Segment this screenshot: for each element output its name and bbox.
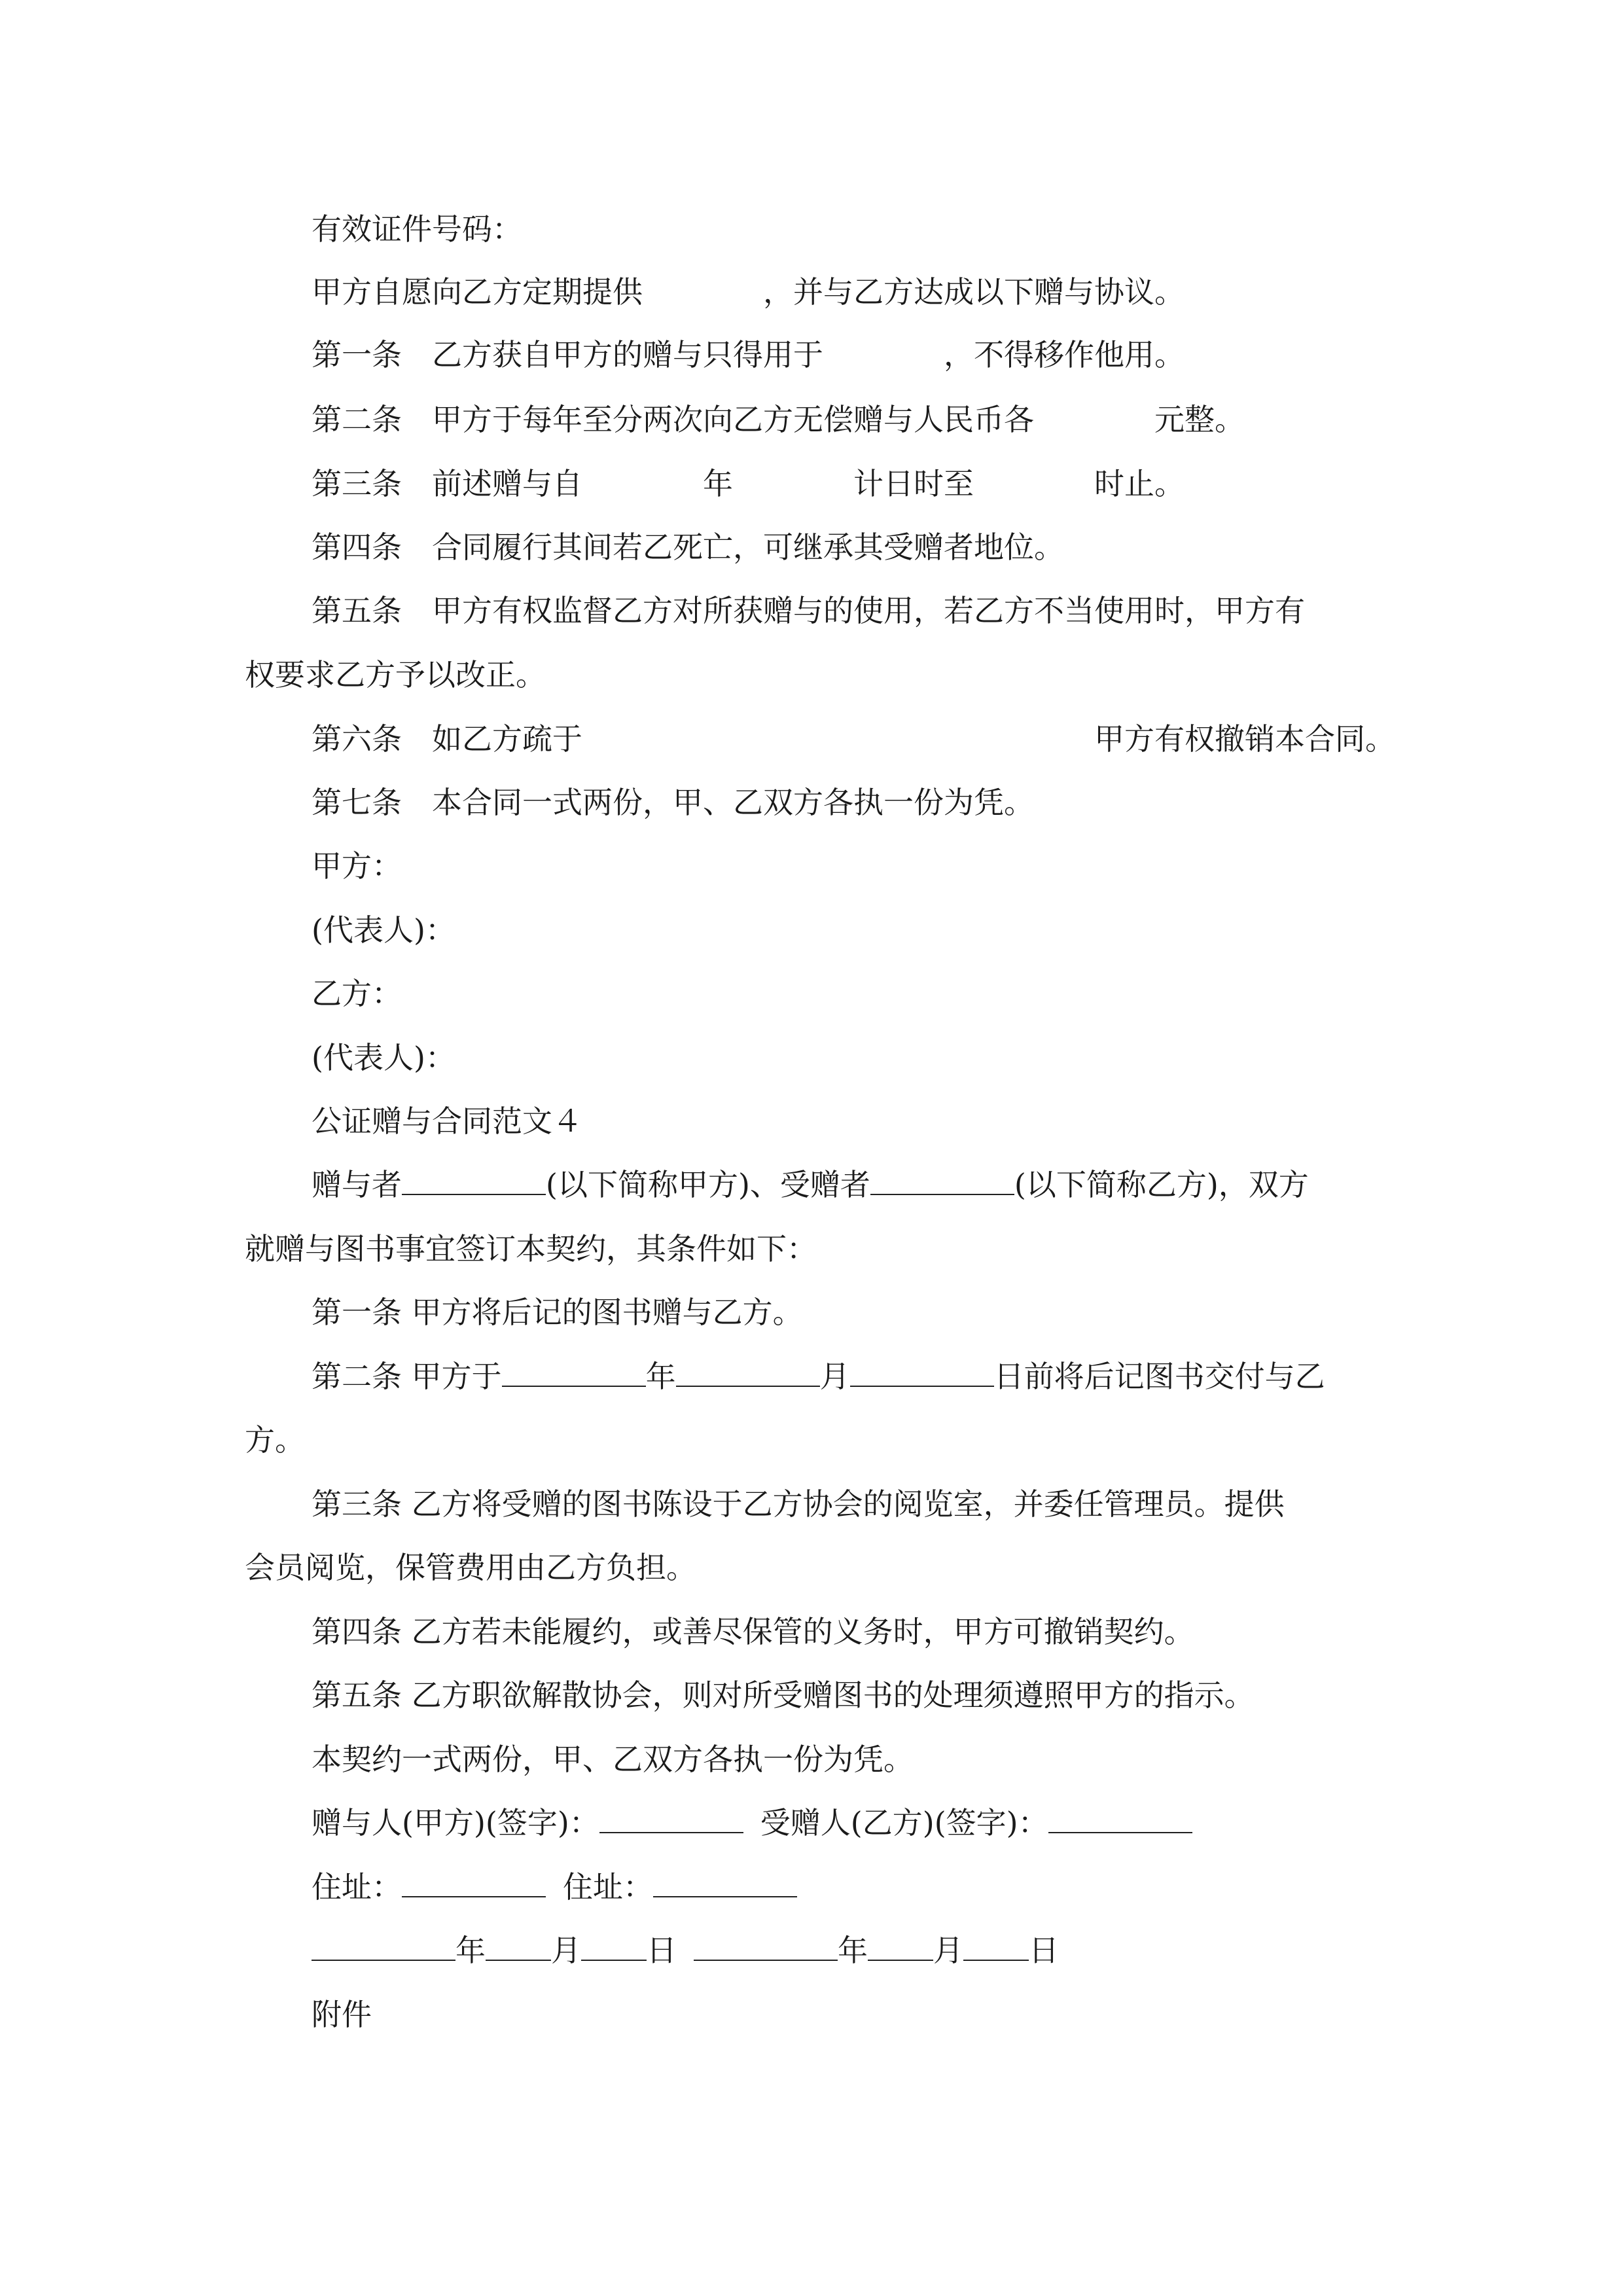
address-line <box>312 1867 797 1907</box>
signature-line <box>312 1803 1192 1842</box>
text-line: 本契约一式两份，甲、乙双方各执一份为凭。 <box>312 1742 914 1777</box>
text-line: 第七条 本合同一式两份，甲、乙双方各执一份为凭。 <box>312 785 1034 820</box>
text-line: (代表人)： <box>312 1040 455 1075</box>
fill-blank <box>868 1933 933 1961</box>
fill-blank <box>1048 1806 1192 1833</box>
text-line: 有效证件号码： <box>312 211 522 247</box>
text-segment: 住址： <box>312 1869 402 1905</box>
text-line: 第五条 乙方职欲解散协会，则对所受赠图书的处理须遵照甲方的指示。 <box>312 1677 1255 1713</box>
text-line: 第一条 乙方获自甲方的赠与只得用于 ，不得移作他用。 <box>312 337 1185 372</box>
text-line: 就赠与图书事宜签订本契约，其条件如下： <box>245 1231 817 1266</box>
text-segment: 赠与者 <box>312 1167 402 1202</box>
text-segment: 月 <box>933 1933 963 1968</box>
fill-blank <box>581 1933 647 1961</box>
text-segment: 年 <box>838 1933 868 1968</box>
text-line: 甲方自愿向乙方定期提供 ，并与乙方达成以下赠与协议。 <box>312 274 1185 310</box>
text-line: 第三条 前述赠与自 年 计日时至 时止。 <box>312 466 1185 501</box>
text-segment: 第二条 甲方于 <box>312 1359 502 1394</box>
text-segment: 受赠人(乙方)(签字)： <box>760 1805 1048 1840</box>
text-segment: 月 <box>551 1933 581 1968</box>
fill-blank <box>402 1870 546 1897</box>
text-line: 第三条 乙方将受赠的图书陈设于乙方协会的阅览室，并委任管理员。提供 <box>312 1486 1285 1522</box>
date-line <box>312 1931 1059 1970</box>
text-line: 权要求乙方予以改正。 <box>245 657 546 692</box>
text-line: 附件 <box>312 1997 372 2032</box>
text-segment: 日 <box>1029 1933 1059 1968</box>
text-segment: 日 <box>647 1933 677 1968</box>
text-segment: 年 <box>455 1933 486 1968</box>
text-line: 乙方： <box>312 976 402 1011</box>
article-two-line <box>312 1357 1325 1396</box>
text-line: 第一条 甲方将后记的图书赠与乙方。 <box>312 1295 803 1330</box>
text-line: 第二条 甲方于每年至分两次向乙方无偿赠与人民币各 元整。 <box>312 402 1245 437</box>
donor-line <box>312 1165 1309 1204</box>
text-segment: 住址： <box>563 1869 653 1905</box>
text-line: 会员阅览，保管费用由乙方负担。 <box>245 1550 696 1585</box>
section-title: 公证赠与合同范文４ <box>312 1103 582 1139</box>
text-line: 第四条 乙方若未能履约，或善尽保管的义务时，甲方可撤销契约。 <box>312 1614 1194 1649</box>
fill-blank <box>694 1933 838 1961</box>
text-line: 第四条 合同履行其间若乙死亡，可继承其受赠者地位。 <box>312 529 1064 565</box>
text-line: (代表人)： <box>312 912 455 948</box>
text-segment: (以下简称甲方)、受赠者 <box>546 1167 870 1202</box>
fill-blank <box>870 1168 1014 1195</box>
text-line: 甲方： <box>312 848 402 884</box>
text-line: 第六条 如乙方疏于 甲方有权撤销本合同。 <box>312 721 1395 757</box>
fill-blank <box>676 1359 820 1387</box>
text-line: 方。 <box>245 1422 305 1458</box>
fill-blank <box>850 1359 994 1387</box>
text-segment: (以下简称乙方)，双方 <box>1014 1167 1309 1202</box>
fill-blank <box>653 1870 797 1897</box>
text-segment: 年 <box>645 1359 676 1394</box>
text-segment: 月 <box>819 1359 850 1394</box>
fill-blank <box>486 1933 551 1961</box>
fill-blank <box>402 1168 546 1195</box>
text-segment: 日前将后记图书交付与乙 <box>993 1359 1325 1394</box>
text-segment: 赠与人(甲方)(签字)： <box>312 1805 599 1840</box>
fill-blank <box>963 1933 1029 1961</box>
fill-blank <box>502 1359 646 1387</box>
fill-blank <box>312 1933 455 1961</box>
fill-blank <box>599 1806 743 1833</box>
text-line: 第五条 甲方有权监督乙方对所获赠与的使用，若乙方不当使用时，甲方有 <box>312 593 1305 628</box>
